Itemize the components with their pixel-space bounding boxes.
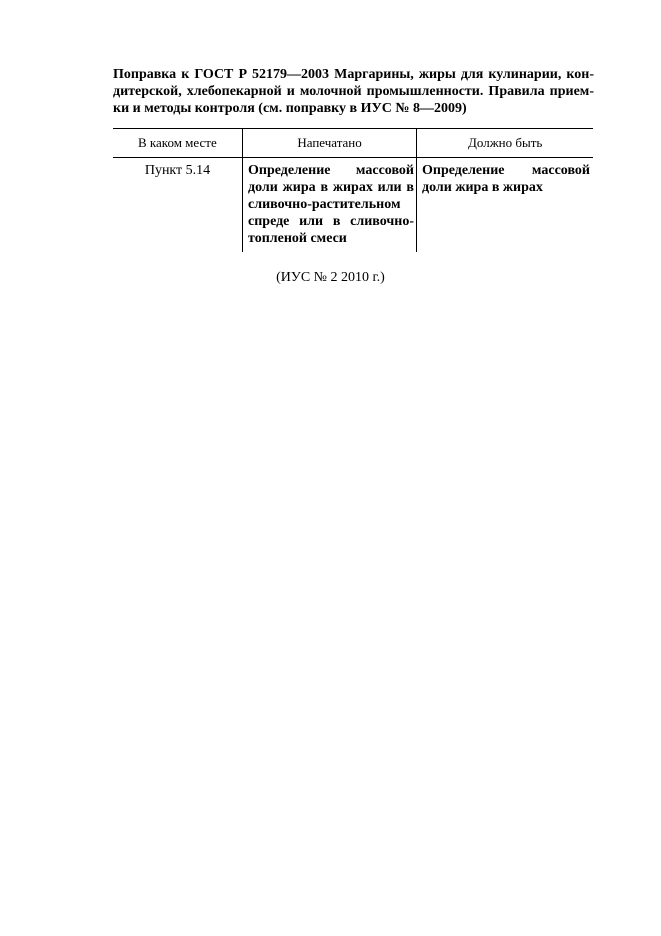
- printed-line: сливочно-растительном: [248, 197, 401, 212]
- cell-place: Пункт 5.14: [144, 163, 211, 178]
- printed-line: Определение массовой: [248, 163, 414, 178]
- title-line: Поправка к ГОСТ Р 52179—2003 Маргарины, жиры для кулинарии, кон-: [113, 67, 594, 82]
- printed-line: спреде или в сливочно-: [248, 214, 414, 229]
- header-where: В каком месте: [137, 135, 217, 150]
- title-line: дитерской, хлебопекарной и молочной промышленности. Правила прием-: [113, 84, 594, 99]
- printed-line: топленой смеси: [248, 231, 347, 246]
- title-line: ки и методы контроля (см. поправку в ИУС № 8—2009): [113, 101, 467, 116]
- table-row: [113, 158, 593, 252]
- amendment-title: [113, 66, 594, 117]
- should-be-line: Определение массовой: [422, 163, 590, 178]
- publication-reference: (ИУС № 2 2010 г.): [276, 270, 385, 285]
- header-printed: Напечатано: [242, 129, 417, 157]
- should-be-line: доли жира в жирах: [422, 180, 543, 195]
- printed-line: доли жира в жирах или в: [248, 180, 414, 195]
- table-header-row: [113, 129, 593, 158]
- cell-printed: [242, 158, 416, 252]
- header-should-be: Должно быть: [416, 129, 593, 157]
- amendment-table: [113, 128, 593, 252]
- cell-should-be: [416, 158, 592, 252]
